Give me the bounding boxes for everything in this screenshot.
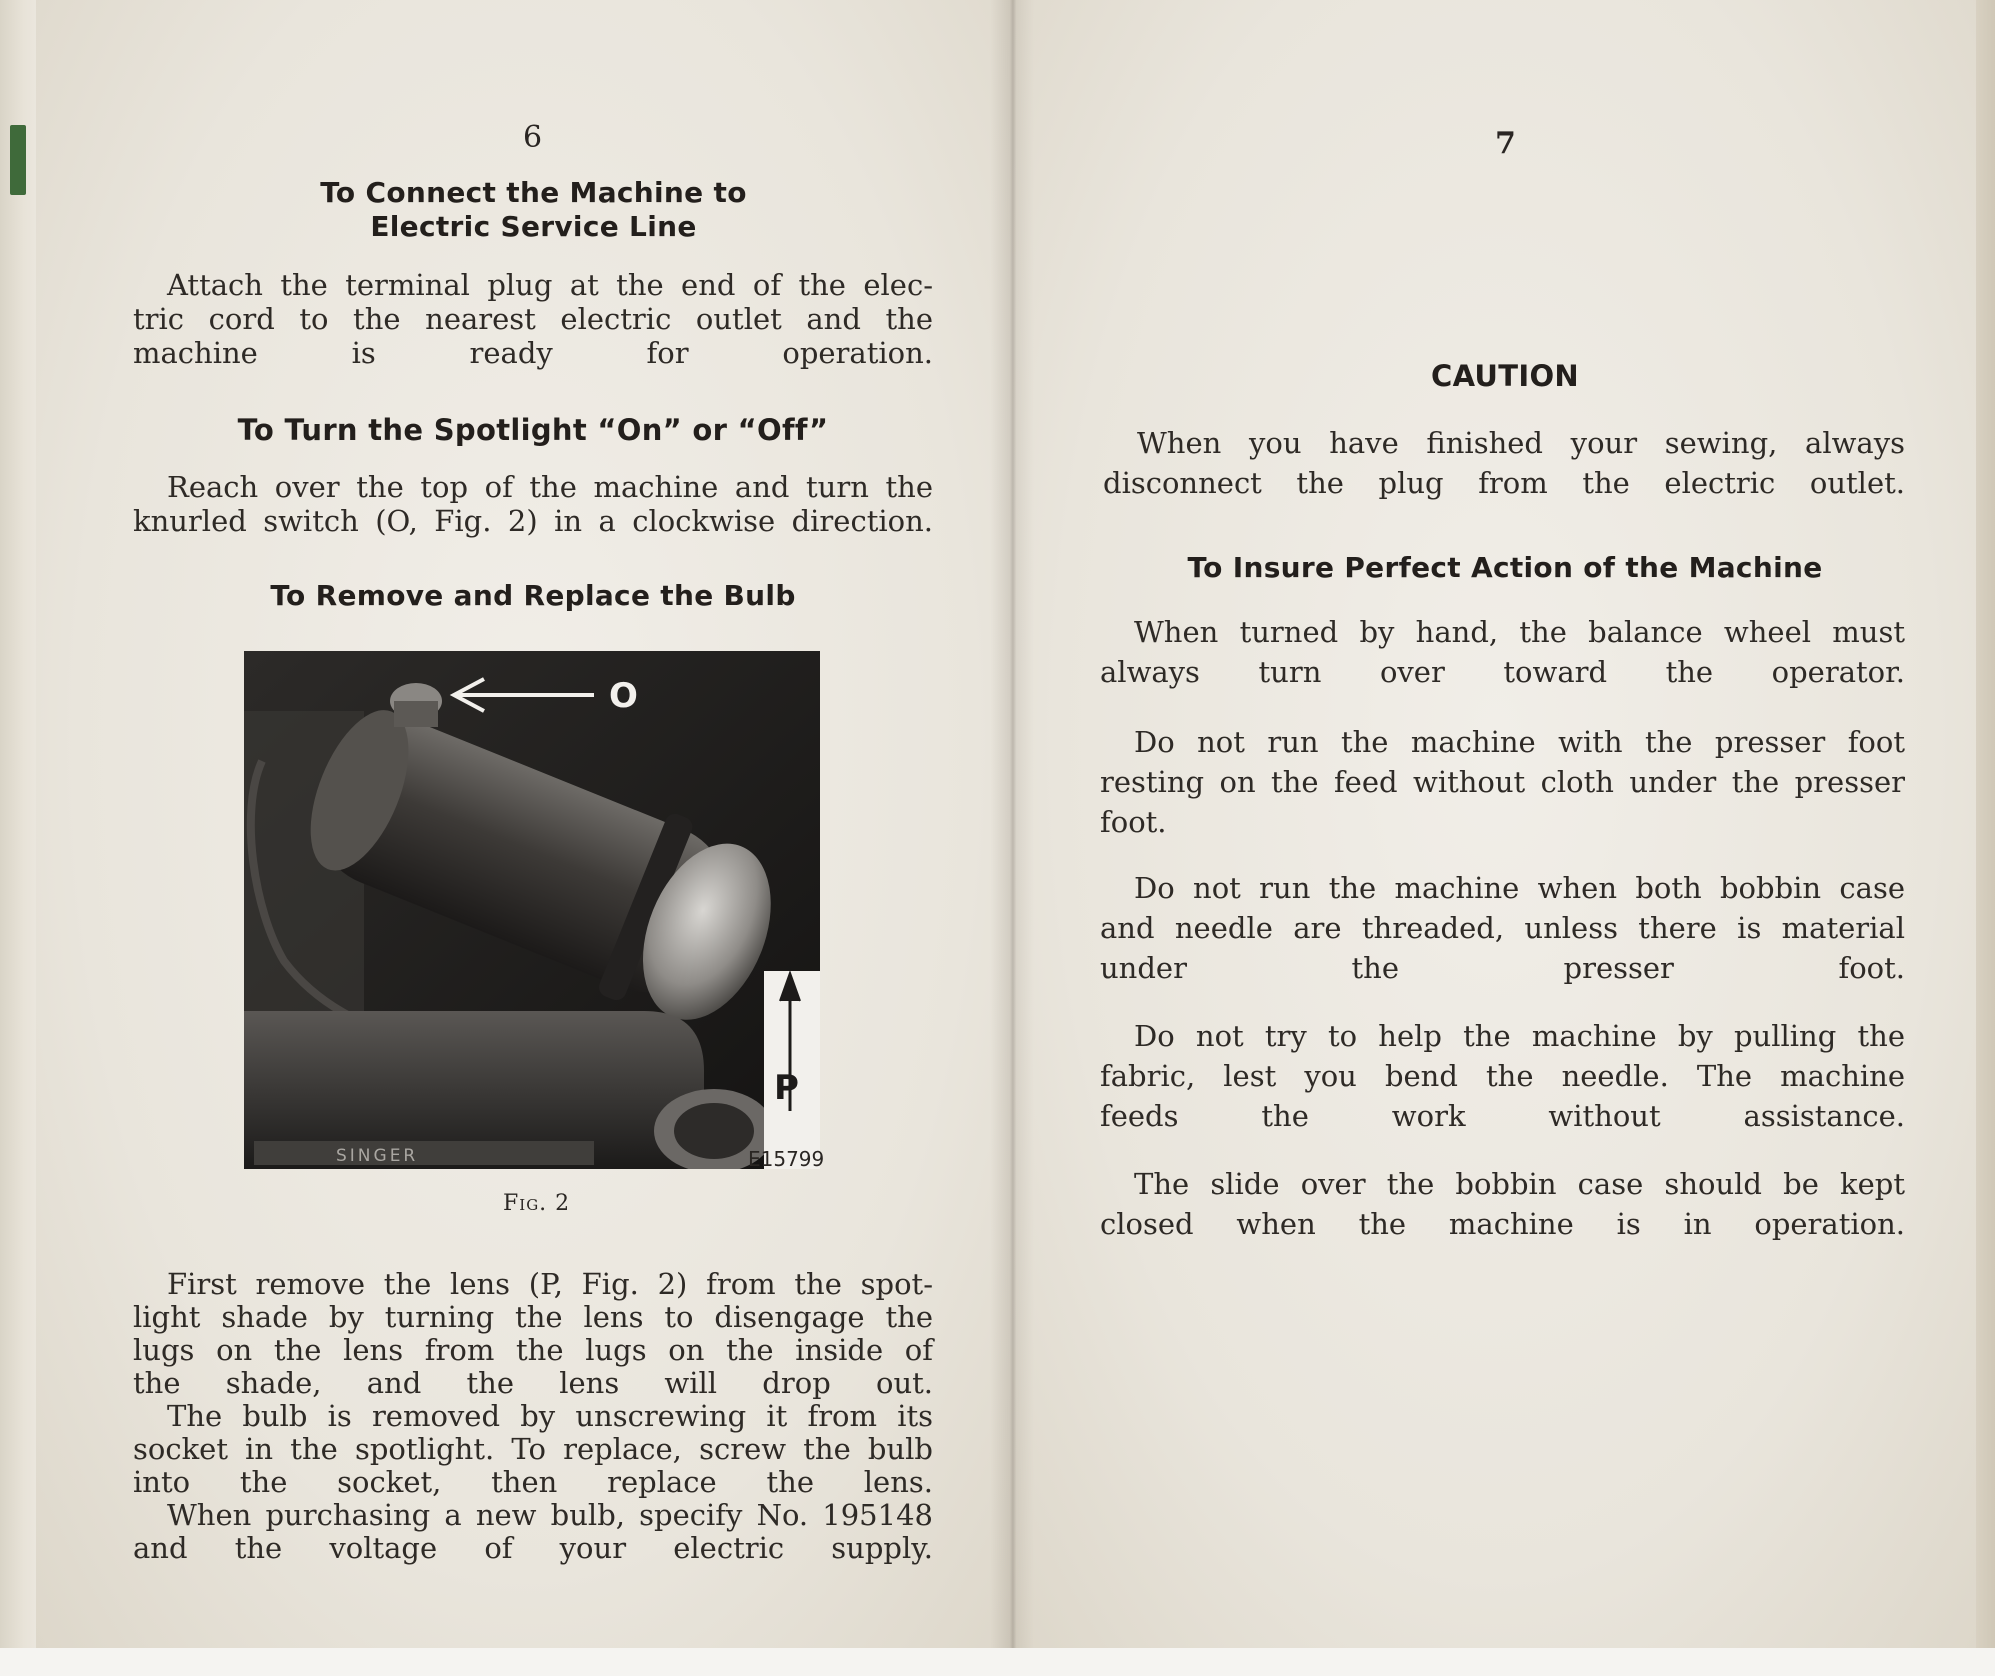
text-line: socket in the spotlight. To replace, screw the bulb xyxy=(133,1432,933,1466)
paragraph-spotlight xyxy=(133,470,933,538)
text-line: light shade by turning the lens to disengage the xyxy=(133,1300,933,1334)
page-gutter xyxy=(990,0,1034,1648)
text-line: Do not run the machine with the presser foot xyxy=(1134,725,1905,759)
text-line: Do not try to help the machine by pulling the xyxy=(1134,1019,1905,1053)
label-p: P xyxy=(774,1068,799,1108)
paragraph-balance-wheel xyxy=(1100,612,1905,692)
text-line: under the presser foot. xyxy=(1100,951,1905,985)
page-number-right: 7 xyxy=(1495,126,1516,161)
text-line: and needle are threaded, unless there is material xyxy=(1100,911,1905,945)
text-line: feeds the work without assistance. xyxy=(1100,1099,1905,1133)
text-line: tric cord to the nearest electric outlet and the xyxy=(133,302,933,336)
text-line: When purchasing a new bulb, specify No. 195148 xyxy=(167,1498,933,1532)
heading-connect xyxy=(236,176,831,244)
text-line: When you have finished your sewing, always xyxy=(1137,426,1905,460)
label-o: O xyxy=(609,676,638,716)
text-line: into the socket, then replace the lens. xyxy=(133,1465,933,1499)
text-line: First remove the lens (P, Fig. 2) from the spot- xyxy=(167,1267,933,1301)
text-line: fabric, lest you bend the needle. The machine xyxy=(1100,1059,1905,1093)
cover-tab xyxy=(10,125,26,195)
heading-connect-line: Electric Service Line xyxy=(370,210,697,243)
text-line: machine is ready for operation. xyxy=(133,336,933,370)
text-line: Attach the terminal plug at the end of the elec- xyxy=(167,268,933,302)
heading-bulb: To Remove and Replace the Bulb xyxy=(270,579,796,612)
text-line: lugs on the lens from the lugs on the inside of xyxy=(133,1333,933,1367)
text-line: knurled switch (O, Fig. 2) in a clockwise direction. xyxy=(133,504,933,538)
text-line: resting on the feed without cloth under the presser xyxy=(1100,765,1905,799)
text-line: foot. xyxy=(1100,805,1167,839)
scan-border xyxy=(0,1648,1995,1676)
heading-insure: To Insure Perfect Action of the Machine xyxy=(1187,551,1823,584)
text-line: Do not run the machine when both bobbin case xyxy=(1134,871,1905,905)
text-line: The bulb is removed by unscrewing it from its xyxy=(167,1399,933,1433)
spotlight-photo xyxy=(244,651,820,1169)
paragraph-connect xyxy=(133,268,933,370)
paragraph-presser-foot xyxy=(1100,722,1905,842)
text-line: The slide over the bobbin case should be kept xyxy=(1134,1167,1905,1201)
paragraph-pulling xyxy=(1100,1016,1905,1136)
heading-spotlight: To Turn the Spotlight “On” or “Off” xyxy=(237,413,829,447)
paragraph-threaded xyxy=(1100,868,1905,988)
heading-connect-line: To Connect the Machine to xyxy=(320,176,747,209)
brand-plate: SINGER xyxy=(336,1146,419,1166)
spotlight-illustration xyxy=(244,651,820,1169)
heading-caution: CAUTION xyxy=(1431,359,1579,393)
figure-caption: Fig. 2 xyxy=(503,1191,571,1216)
text-line: When turned by hand, the balance wheel must xyxy=(1134,615,1905,649)
paragraph-caution xyxy=(1103,423,1905,503)
figure-code: E15799 xyxy=(748,1147,825,1171)
text-line: and the voltage of your electric supply. xyxy=(133,1531,933,1565)
text-line: the shade, and the lens will drop out. xyxy=(133,1366,933,1400)
text-line: Reach over the top of the machine and turn the xyxy=(167,470,933,504)
page-number-left: 6 xyxy=(523,120,543,155)
text-line: always turn over toward the operator. xyxy=(1100,655,1905,689)
binding-edge xyxy=(0,0,40,1676)
paragraph-slide xyxy=(1100,1164,1905,1244)
page-edge xyxy=(1976,0,1995,1648)
text-line: disconnect the plug from the electric outlet. xyxy=(1103,466,1905,500)
paragraph-bulb xyxy=(133,1268,933,1565)
text-line: closed when the machine is in operation. xyxy=(1100,1207,1905,1241)
